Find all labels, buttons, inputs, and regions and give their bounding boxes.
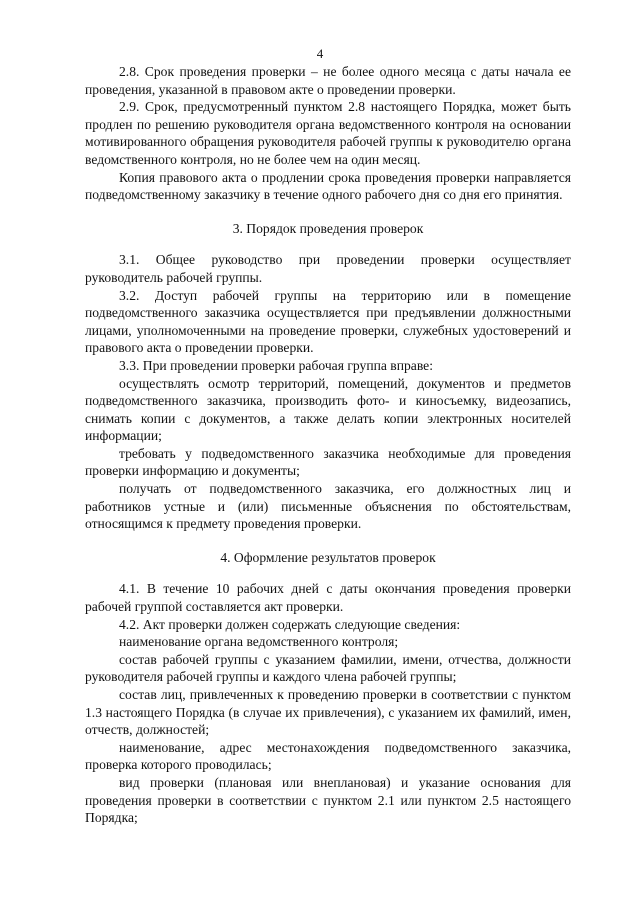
- paragraph-3-1: 3.1. Общее руководство при проведении проверки осуществляет руководитель рабочей группы.: [85, 252, 571, 285]
- paragraph-3-3-item-inspect: осуществлять осмотр территорий, помещений, документов и предметов подведомственного заказчика, производить фото- и киносъемку, видеозапись, снимать копии с документов, а также делать копии электронных носителей информации;: [85, 375, 571, 444]
- paragraph-4-2: 4.2. Акт проверки должен содержать следующие сведения:: [119, 616, 461, 632]
- section-3-heading: 3. Порядок проведения проверок: [232, 220, 424, 236]
- paragraph-3-3-item-explanations: получать от подведомственного заказчика, его должностных лиц и работников устные и (или) письменные объяснения по обстоятельствам, относящимся к предмету проведения проверки.: [85, 481, 571, 532]
- paragraph-copy-act: Копия правового акта о продлении срока проведения проверки направляется подведомственному заказчику в течение одного рабочего дня со дня его принятия.: [85, 169, 571, 203]
- paragraph-3-2: 3.2. Доступ рабочей группы на территорию или в помещение подведомственного заказчика осуществляется при предъявлении должностными лицами, уполномоченными на проведение проверки, служебных удостоверений и правового акта о проведении проверки.: [85, 287, 571, 356]
- paragraph-2-8: 2.8. Срок проведения проверки – не более одного месяца с даты начала ее проведения, указанной в правовом акте о проведении проверки.: [85, 64, 571, 97]
- document-body: [85, 63, 571, 827]
- paragraph-3-3: 3.3. При проведении проверки рабочая группа вправе:: [119, 357, 433, 373]
- paragraph-2-9: 2.9. Срок, предусмотренный пунктом 2.8 настоящего Порядка, может быть продлен по решению руководителя органа ведомственного контроля на основании мотивированного обращения руководителя рабочей группы к руководителю органа ведомственного контроля, но не более чем на один месяц.: [85, 99, 571, 167]
- page-number: 4: [316, 46, 324, 61]
- paragraph-4-2-item-type: вид проверки (плановая или внеплановая) и указание основания для проведения проверки в соответствии с пунктом 2.1 или пунктом 2.5 настоящего Порядка;: [85, 774, 571, 826]
- paragraph-4-1: 4.1. В течение 10 рабочих дней с даты окончания проведения проверки рабочей группой составляется акт проверки.: [85, 581, 571, 615]
- paragraph-4-2-item-organ: наименование органа ведомственного контроля;: [119, 634, 399, 650]
- section-4-heading: 4. Оформление результатов проверок: [220, 549, 436, 565]
- paragraph-4-2-item-persons: состав лиц, привлеченных к проведению проверки в соответствии с пунктом 1.3 настоящего Порядка (в случае их привлечения), с указанием их фамилий, имен, отчеств, должностей;: [85, 687, 571, 738]
- paragraph-4-2-item-group: состав рабочей группы с указанием фамилии, имени, отчества, должности руководителя рабочей группы и каждого члена рабочей группы;: [85, 651, 571, 685]
- paragraph-3-3-item-request: требовать у подведомственного заказчика необходимые для проведения проверки информацию и документы;: [85, 445, 571, 479]
- paragraph-4-2-item-address: наименование, адрес местонахождения подведомственного заказчика, проверка которого проводилась;: [85, 739, 571, 773]
